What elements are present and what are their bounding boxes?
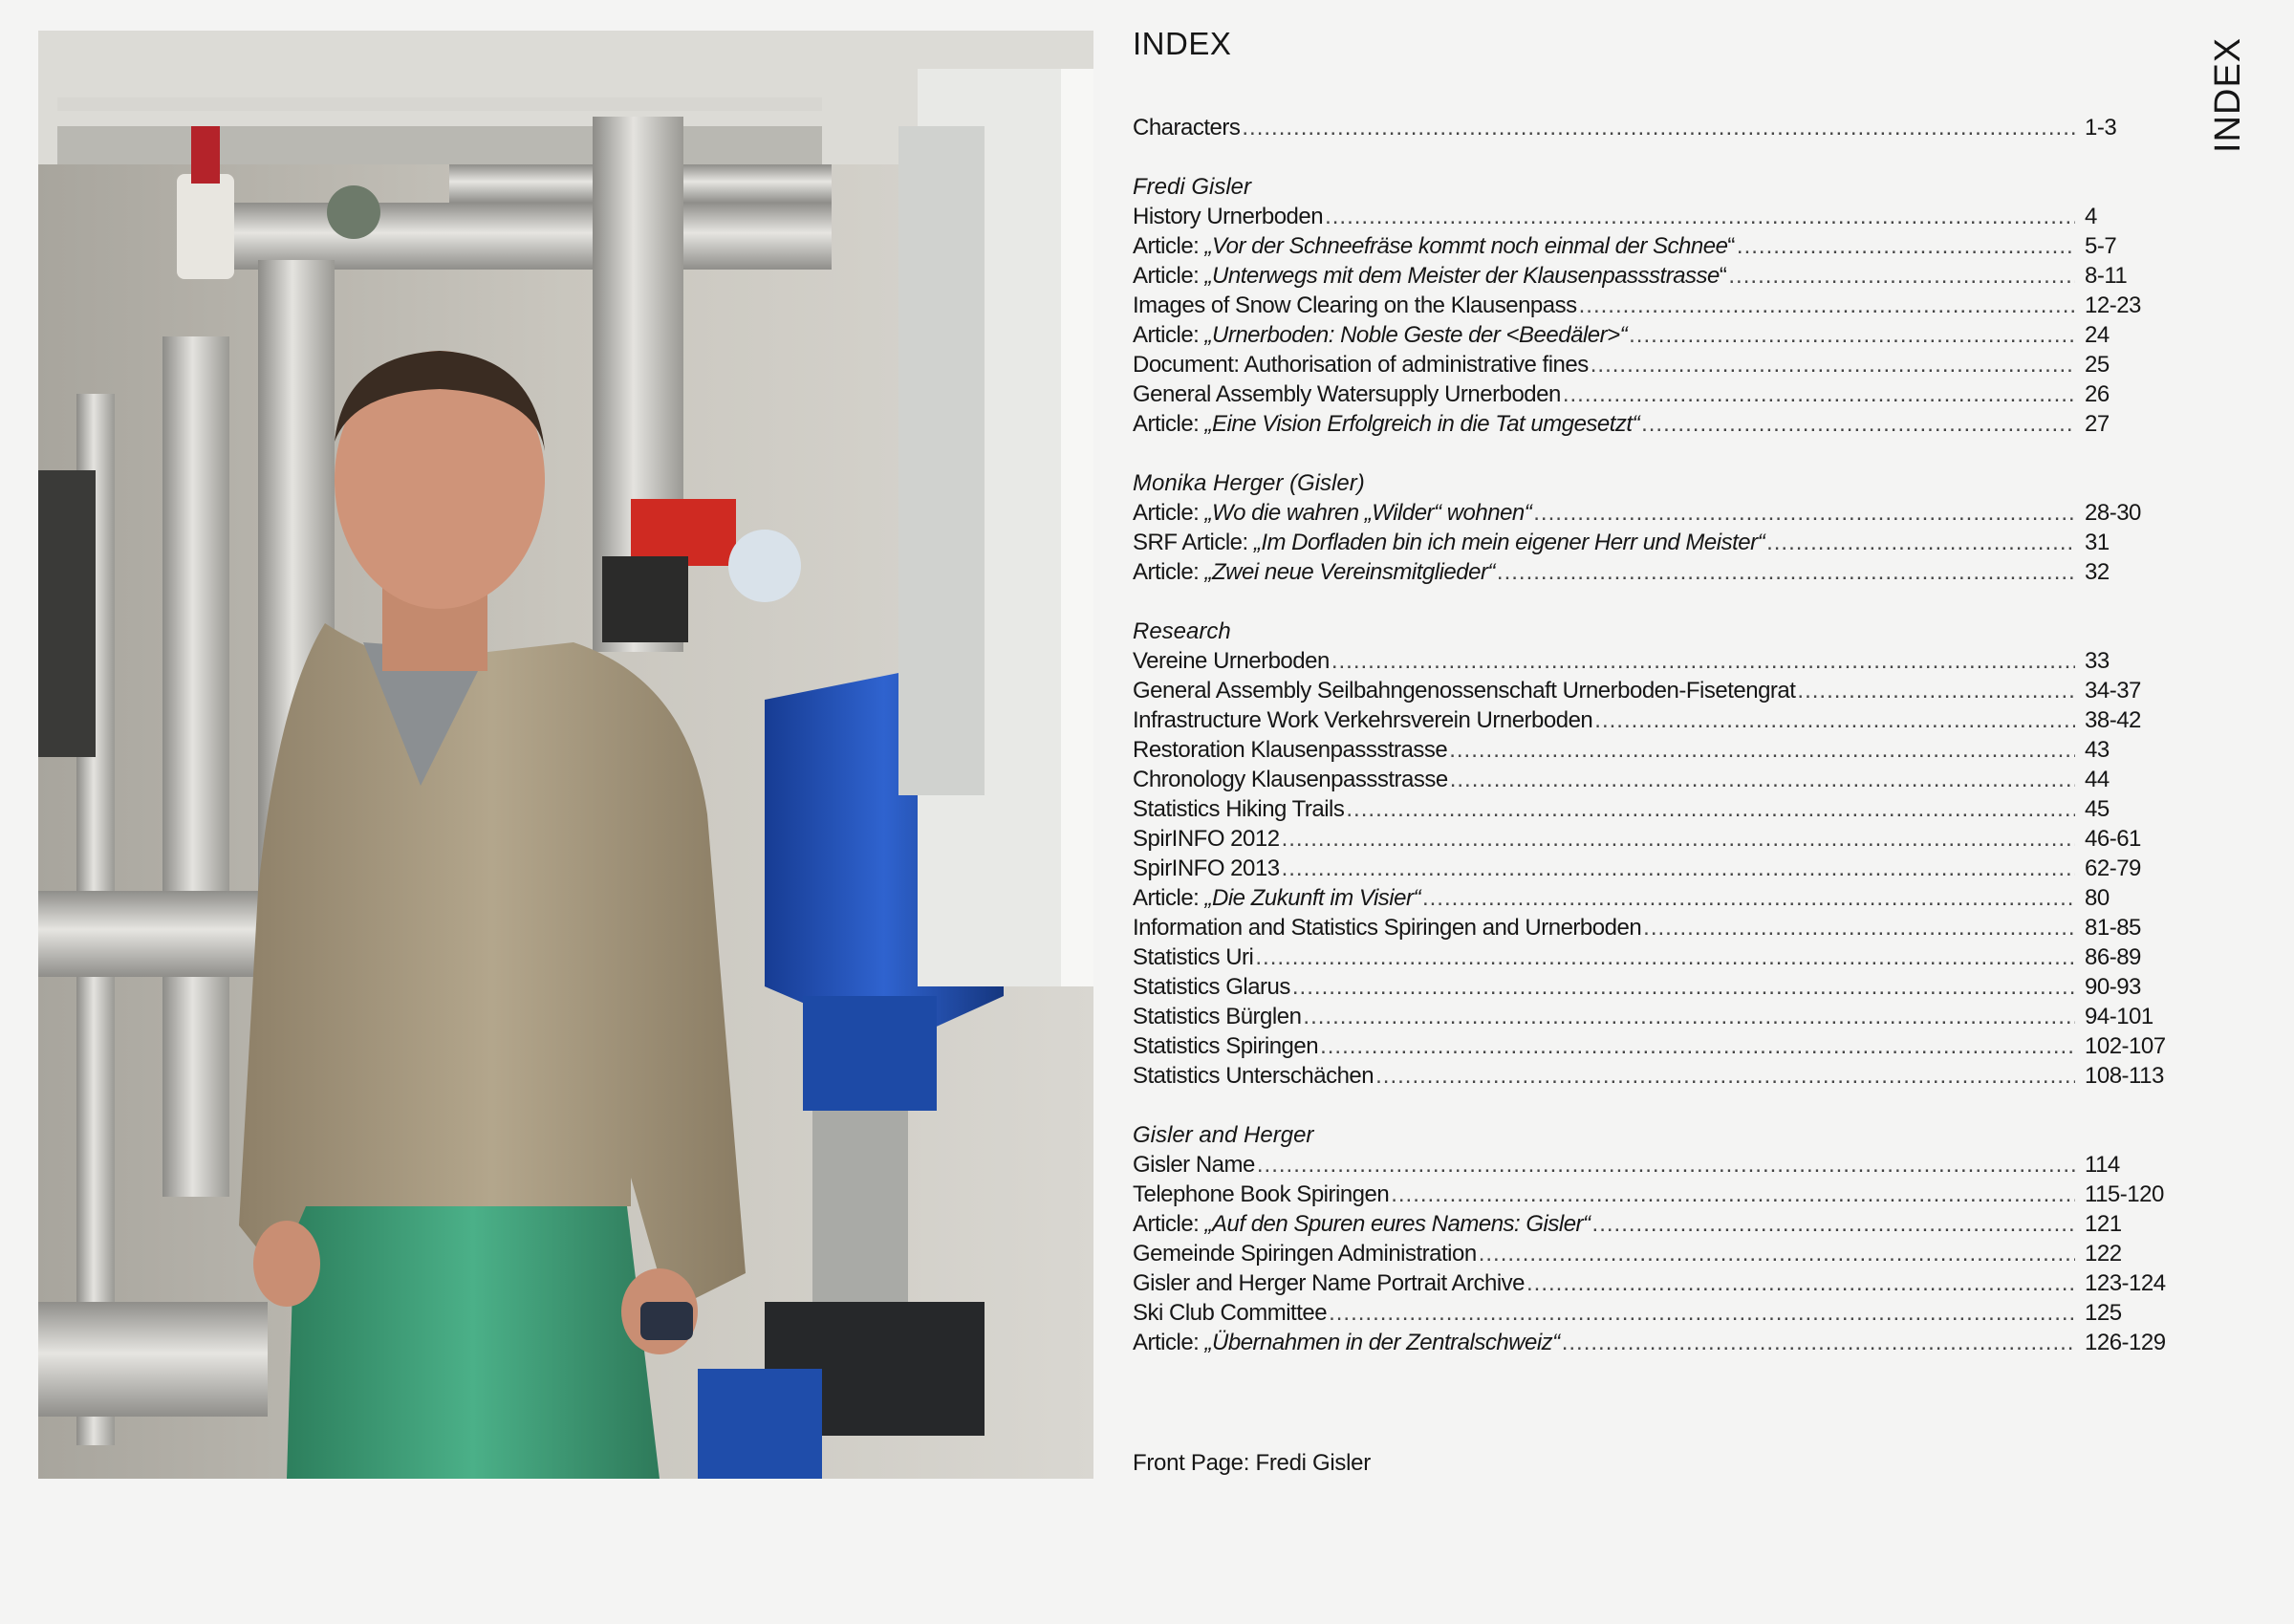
entry-label-text: General Assembly Seilbahngenossenschaft Urnerboden-Fisetengrat (1133, 678, 1796, 704)
entry-article-title: „Auf den Spuren eures Namens: Gisler“ (1204, 1211, 1591, 1237)
entry-pages: 24 (2085, 322, 2110, 348)
entry-label-text: Ski Club Committee (1133, 1300, 1328, 1326)
entry-label (1133, 913, 1641, 942)
entry-label-text: Statistics Bürglen (1133, 1004, 1302, 1029)
entry-article-title: „Die Zukunft im Visier“ (1204, 885, 1420, 911)
dot-leader (1391, 1180, 2075, 1209)
entry-article-title: „Vor der Schneefräse kommt noch einmal der Schnee (1204, 233, 1728, 259)
entry-list (1133, 1150, 2175, 1357)
entry-pages: 46-61 (2085, 826, 2141, 852)
entry-label-suffix: “ (1719, 263, 1727, 289)
index-entry (1133, 1268, 2175, 1298)
index-entry (1133, 1239, 2175, 1268)
entry-pages: 86-89 (2085, 944, 2141, 970)
dot-leader (1449, 735, 2075, 765)
index-entry (1133, 972, 2175, 1002)
index-column (1133, 25, 2175, 1387)
dot-leader (1797, 676, 2075, 705)
entry-label (1133, 231, 1735, 261)
dot-leader (1257, 1150, 2075, 1180)
dot-leader (1592, 1209, 2075, 1239)
entry-pages: 25 (2085, 352, 2110, 378)
entry-label (1133, 794, 1344, 824)
entry-list (1133, 202, 2175, 439)
section-research (1133, 617, 2175, 1091)
entry-label (1133, 646, 1330, 676)
entry-list (1133, 498, 2175, 587)
index-entry (1133, 557, 2175, 587)
entry-pages: 28-30 (2085, 500, 2141, 526)
side-tab (2205, 29, 2251, 153)
dot-leader (1594, 705, 2075, 735)
entry-label (1133, 1239, 1477, 1268)
index-entry (1133, 498, 2175, 528)
entry-label: Characters (1133, 115, 1241, 141)
index-entry (1133, 942, 2175, 972)
dot-leader (1497, 557, 2075, 587)
entry-pages: 102-107 (2085, 1033, 2166, 1059)
index-entry (1133, 379, 2175, 409)
dot-leader (1526, 1268, 2075, 1298)
entry-pages: 108-113 (2085, 1063, 2164, 1089)
entry-label (1133, 498, 1531, 528)
index-entry (1133, 1328, 2175, 1357)
entry-article-title: „Im Dorfladen bin ich mein eigener Herr und Meister“ (1253, 530, 1765, 555)
entry-label (1133, 291, 1577, 320)
entry-label (1133, 1180, 1389, 1209)
index-entry (1133, 113, 2175, 142)
index-entry (1133, 854, 2175, 883)
entry-article-title: „Zwei neue Vereinsmitglieder“ (1204, 559, 1495, 585)
entry-label-text: Statistics Uri (1133, 944, 1254, 970)
entry-label (1133, 854, 1280, 883)
entry-label (1133, 972, 1290, 1002)
entry-label-text: SpirINFO 2012 (1133, 826, 1280, 852)
dot-leader (1320, 1031, 2075, 1061)
index-entry (1133, 261, 2175, 291)
section-characters (1133, 113, 2175, 142)
entry-label-text: Statistics Unterschächen (1133, 1063, 1374, 1089)
index-entry (1133, 1209, 2175, 1239)
entry-label (1133, 705, 1592, 735)
entry-label-text: Statistics Spiringen (1133, 1033, 1319, 1059)
index-entry (1133, 320, 2175, 350)
entry-label-text: Vereine Urnerboden (1133, 648, 1330, 674)
entry-pages: 27 (2085, 411, 2110, 437)
dot-leader (1591, 350, 2075, 379)
entry-pages: 90-93 (2085, 974, 2141, 1000)
index-entry (1133, 291, 2175, 320)
entry-pages: 80 (2085, 885, 2110, 911)
dot-leader (1422, 883, 2075, 913)
index-entry (1133, 1002, 2175, 1031)
section-title: Fredi Gisler (1133, 174, 1252, 200)
entry-pages: 12-23 (2085, 292, 2141, 318)
entry-label (1133, 735, 1447, 765)
entry-label (1133, 1268, 1525, 1298)
entry-label (1133, 824, 1280, 854)
entry-pages: 38-42 (2085, 707, 2141, 733)
entry-label (1133, 942, 1253, 972)
entry-article-title: „Unterwegs mit dem Meister der Klausenpassstrasse (1204, 263, 1720, 289)
section-title: Gisler and Herger (1133, 1122, 1314, 1148)
entry-label-text: Statistics Glarus (1133, 974, 1290, 1000)
index-entry (1133, 913, 2175, 942)
entry-label (1133, 350, 1589, 379)
section-title: Research (1133, 618, 1231, 644)
entry-pages: 81-85 (2085, 915, 2141, 941)
entry-label (1133, 320, 1627, 350)
dot-leader (1533, 498, 2075, 528)
entry-label (1133, 1061, 1374, 1091)
entry-label-text: Article: (1133, 1330, 1205, 1355)
dot-leader (1325, 202, 2075, 231)
entry-label-text: Images of Snow Clearing on the Klausenpass (1133, 292, 1577, 318)
entry-label-text: Gisler and Herger Name Portrait Archive (1133, 1270, 1525, 1296)
entry-label (1133, 1298, 1327, 1328)
index-entry (1133, 1061, 2175, 1091)
dot-leader (1329, 1298, 2075, 1328)
entry-pages: 45 (2085, 796, 2110, 822)
photo-illustration (38, 31, 1093, 1479)
entry-pages: 43 (2085, 737, 2110, 763)
dot-leader (1737, 231, 2075, 261)
entry-label (1133, 1002, 1301, 1031)
dot-leader (1450, 765, 2075, 794)
entry-pages: 34-37 (2085, 678, 2141, 704)
entry-pages: 26 (2085, 381, 2110, 407)
dot-leader (1242, 113, 2075, 142)
entry-label (1133, 1209, 1591, 1239)
entry-label-text: Article: (1133, 322, 1205, 348)
entry-label (1133, 202, 1323, 231)
dot-leader (1641, 409, 2075, 439)
index-entry (1133, 1180, 2175, 1209)
dot-leader (1303, 1002, 2075, 1031)
entry-label (1133, 557, 1495, 587)
index-entry (1133, 824, 2175, 854)
dot-leader (1255, 942, 2075, 972)
entry-label (1133, 1150, 1255, 1180)
entry-pages: 94-101 (2085, 1004, 2153, 1029)
entry-label-text: Information and Statistics Spiringen and Urnerboden (1133, 915, 1642, 941)
entry-article-title: „Eine Vision Erfolgreich in die Tat umgesetzt“ (1204, 411, 1640, 437)
entry-pages: 122 (2085, 1241, 2122, 1267)
entry-pages: 5-7 (2085, 233, 2117, 259)
index-entry (1133, 528, 2175, 557)
dot-leader (1629, 320, 2075, 350)
entry-pages: 8-11 (2085, 263, 2128, 289)
index-entry (1133, 1031, 2175, 1061)
section-monika-herger (1133, 468, 2175, 587)
entry-label (1133, 1031, 1318, 1061)
dot-leader (1562, 1328, 2075, 1357)
entry-pages: 123-124 (2085, 1270, 2166, 1296)
dot-leader (1643, 913, 2075, 942)
entry-article-title: „Wo die wahren „Wilder“ wohnen“ (1204, 500, 1532, 526)
entry-label-suffix: “ (1727, 233, 1735, 259)
entry-pages: 32 (2085, 559, 2110, 585)
entry-label-text: Gisler Name (1133, 1152, 1255, 1178)
dot-leader (1563, 379, 2075, 409)
index-entry (1133, 350, 2175, 379)
index-entry (1133, 231, 2175, 261)
front-page-caption: Front Page: Fredi Gisler (1133, 1450, 1371, 1476)
entry-pages: 44 (2085, 767, 2110, 792)
entry-label-text: Article: (1133, 885, 1205, 911)
entry-pages: 126-129 (2085, 1330, 2166, 1355)
entry-label-text: Telephone Book Spiringen (1133, 1181, 1390, 1207)
index-entry (1133, 735, 2175, 765)
entry-label-text: SpirINFO 2013 (1133, 855, 1280, 881)
entry-label-text: Article: (1133, 411, 1205, 437)
dot-leader (1292, 972, 2075, 1002)
entry-label (1133, 261, 1726, 291)
entry-pages: 31 (2085, 530, 2110, 555)
entry-label-text: Gemeinde Spiringen Administration (1133, 1241, 1477, 1267)
dot-leader (1282, 854, 2075, 883)
page-title: INDEX (1133, 26, 1232, 61)
entry-pages: 33 (2085, 648, 2110, 674)
entry-list (1133, 646, 2175, 1091)
index-entry (1133, 409, 2175, 439)
index-entry (1133, 765, 2175, 794)
entry-pages: 115-120 (2085, 1181, 2164, 1207)
entry-label (1133, 765, 1448, 794)
entry-label-text: General Assembly Watersupply Urnerboden (1133, 381, 1561, 407)
entry-label-text: Article: (1133, 1211, 1205, 1237)
entry-article-title: „Urnerboden: Noble Geste der <Beedäler>“ (1204, 322, 1628, 348)
entry-pages: 121 (2085, 1211, 2122, 1237)
index-entry (1133, 705, 2175, 735)
index-entry (1133, 883, 2175, 913)
entry-label-text: Statistics Hiking Trails (1133, 796, 1345, 822)
entry-label-text: History Urnerboden (1133, 204, 1324, 229)
entry-label-text: Restoration Klausenpassstrasse (1133, 737, 1448, 763)
dot-leader (1579, 291, 2075, 320)
entry-label-text: Article: (1133, 500, 1205, 526)
entry-label (1133, 379, 1561, 409)
index-entry (1133, 794, 2175, 824)
dot-leader (1479, 1239, 2075, 1268)
entry-pages: 1-3 (2085, 115, 2117, 141)
index-entry (1133, 1150, 2175, 1180)
index-entry (1133, 676, 2175, 705)
entry-label-text: SRF Article: (1133, 530, 1254, 555)
dot-leader (1282, 824, 2075, 854)
dot-leader (1331, 646, 2075, 676)
index-entry (1133, 646, 2175, 676)
entry-label-text: Document: Authorisation of administrative fines (1133, 352, 1589, 378)
dot-leader (1766, 528, 2075, 557)
entry-label-text: Article: (1133, 263, 1205, 289)
dot-leader (1728, 261, 2075, 291)
index-entry (1133, 1298, 2175, 1328)
entry-article-title: „Übernahmen in der Zentralschweiz“ (1204, 1330, 1560, 1355)
entry-pages: 4 (2085, 204, 2097, 229)
entry-label-text: Article: (1133, 559, 1205, 585)
entry-label (1133, 528, 1764, 557)
entry-label-text: Infrastructure Work Verkehrsverein Urnerboden (1133, 707, 1593, 733)
entry-pages: 114 (2085, 1152, 2120, 1178)
entry-label-text: Chronology Klausenpassstrasse (1133, 767, 1448, 792)
side-tab-label: INDEX (2208, 36, 2248, 153)
entry-label (1133, 409, 1639, 439)
entry-label (1133, 676, 1795, 705)
entry-label (1133, 1328, 1560, 1357)
entry-label-text: Article: (1133, 233, 1205, 259)
index-entry (1133, 202, 2175, 231)
section-fredi-gisler (1133, 172, 2175, 439)
section-gisler-and-herger (1133, 1120, 2175, 1357)
dot-leader (1346, 794, 2075, 824)
entry-pages: 125 (2085, 1300, 2122, 1326)
section-title: Monika Herger (Gisler) (1133, 470, 1365, 496)
entry-pages: 62-79 (2085, 855, 2141, 881)
dot-leader (1375, 1061, 2075, 1091)
portrait-photo (38, 31, 1093, 1479)
entry-label (1133, 883, 1420, 913)
